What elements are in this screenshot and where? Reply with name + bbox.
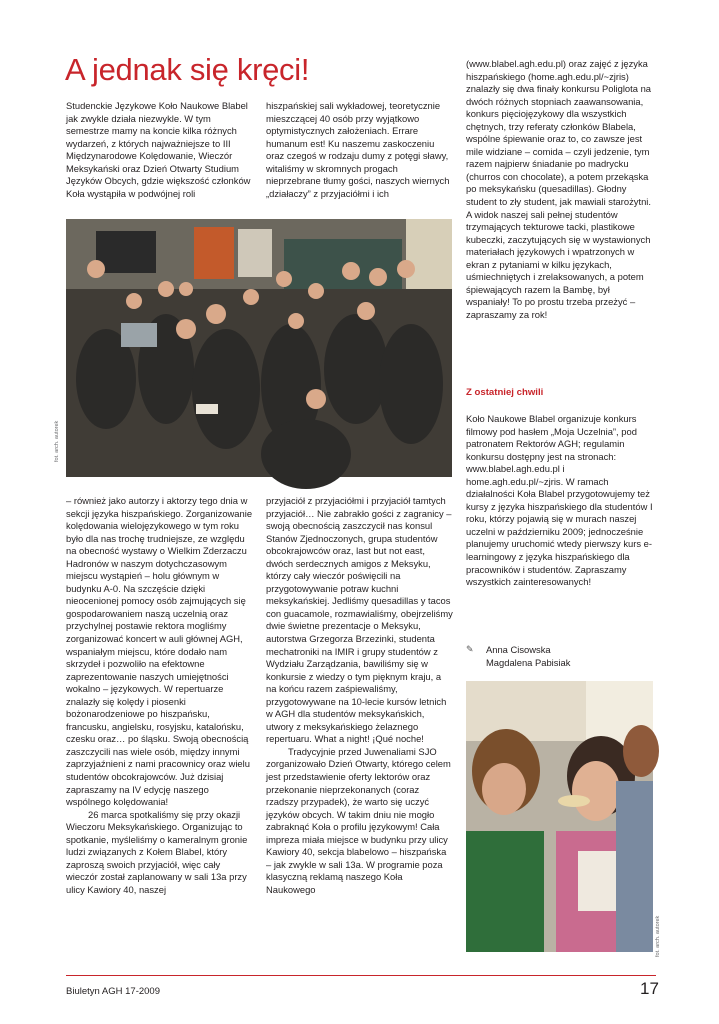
photo-credit: fot. arch. autorek xyxy=(54,420,60,462)
author-block xyxy=(466,643,656,669)
paragraph: (www.blabel.agh.edu.pl) oraz zajęć z języka hiszpańskiego (home.agh.edu.pl/~zjris) znalazły się dwa finały konkursu Poliglota na dwóch różnych stopniach zaawansowania, konkurs pięciojęzykowy dla wszystkich chętnych, trzy referaty członków Blabela, wspólne śpiewanie oraz to, co zawsze jest mile widziane – comida – czyli jedzenie, tym razem najpierw śniadanie po madrycku (churros con chocolate), a potem przekąska po meksykańsku (quesadillas). Głodny student to zły student, jak mawiali starożytni. A widok naszej sali pełnej studentów trzymających tekturowe tacki, plastikowe kubeczki, zaczytujących się w wystawionych materiałach językowych i wpatrzonych w ekran z pytaniami w kilku językach, uśmiechniętych i zrelaksowanych, a potem śpiewających razem la Bambę, był wspaniały! To po prostu trzeba przeżyć – zapraszamy za rok! xyxy=(466,58,651,320)
text-column-5 xyxy=(466,58,656,378)
students-photo-illustration xyxy=(466,681,653,952)
publication-name: Biuletyn AGH 17-2009 xyxy=(66,986,161,997)
pencil-icon: ✎ xyxy=(466,644,474,654)
article-title: A jednak się kręci! xyxy=(65,52,310,87)
footer-rule xyxy=(66,975,656,976)
paragraph: Studenckie Językowe Koło Naukowe Blabel jak zwykle działa niezwykle. W tym semestrze mamy na koncie kilka różnych wydarzeń, z których najważniejsze to III Międzynarodowe Kolędowanie, Wieczór Meksykański oraz Dzień Otwarty Studium Języków Obcych, gdzie większość członków Koła wystąpiła w podwójnej roli xyxy=(66,100,251,199)
paragraph: hiszpańskiej sali wykładowej, teoretycznie mieszczącej 40 osób przy wyjątkowo optymistycznych założeniach. Errare humanum est! Ku naszemu zaskoczeniu oraz czegoś w rodzaju dumy z potęgi sławy, witaliśmy w skromnych progach nieprzebrane tłumy gości, naszych wiernych „działaczy” z przyjaciółmi i ich xyxy=(266,100,450,199)
author-name: Anna Cisowska xyxy=(486,644,551,655)
paragraph: przyjaciół z przyjaciółmi i przyjaciół tamtych przyjaciół… Nie zabrakło gości z zagranicy – swoją obecnością zaszczycił nas konsul Stanów Zjednoczonych, grupa studentów obcokrajowców oraz, last but not east, dwóch serdecznych amigos z Meksyku, którzy cały wieczór poświęcili na przygotowywanie potraw kuchni meksykańskiej. Jedliśmy quesadillas y tacos con guacamole, rozmawialiśmy, obejrzeliśmy dwie świetne prezentacje o Meksyku, autorstwa Grzegorza Brzezinki, studenta mechatroniki na IMIR i grupy studentów z Wydziału Zarządzania, bawiliśmy się w konkursie z wiedzy o tym pięknym kraju, a na końcu razem zaśpiewaliśmy, przygotowywane na 10-lecie kursów letnich w AGH dla studentów meksykańskich, utwory z meksykańskiego żelaznego repertuaru. What a night! ¡Qué noche! xyxy=(266,495,453,745)
classroom-group-photo xyxy=(66,219,452,477)
page-number: 17 xyxy=(640,979,659,998)
paragraph: – również jako autorzy i aktorzy tego dnia w sekcji języka hiszpańskiego. Zorganizowanie kolędowania wielojęzykowego w tym roku było dla nas trochę trudniejsze, ze względu na obecność wystawy o Wielkim Zderzaczu Hadronów w naszym dotychczasowym miejscu wystąpień – holu głównym w budynku A-0. Na szczęście dzięki nieocenionej pomocy osób zajmujących się gospodarowaniem naszą uczelnią oraz przychylnej postawie rektora mogliśmy zorganizować koncert w auli głównej AGH, wspaniałym miejscu, które dodało nam skrzydeł i pozwoliło na efektowne zaprezentowanie naszych umiejętności wokalno – językowych. W repertuarze znalazły się kolędy i piosenki bożonarodzeniowe po hiszpańsku, francusku, angielsku, rosyjsku, katalońsku, czesku oraz… po śląsku. Swoją obecnością zaszczycili nas wiele osób, między innymi zaprzyjaźnieni z nami pracownicy oraz wielu studentów obcokrajowców. Już dzisiaj zapraszamy na IV edycję naszego wspólnego kolędowania! xyxy=(66,495,253,808)
text-column-3 xyxy=(66,495,254,895)
text-column-6 xyxy=(466,413,656,608)
author-name: Magdalena Pabisiak xyxy=(486,657,571,668)
paragraph: 26 marca spotkaliśmy się przy okazji Wieczoru Meksykańskiego. Organizując to spotkanie, myśleliśmy o kameralnym gronie ludzi związanych z Kołem Blabel, który zaproszą swoich przyjaciół, więc cały wieczór został zaplanowany w sali 13a przy ulicy Kawiory 40, naszej xyxy=(66,808,248,895)
photo-credit: fot. arch. autorek xyxy=(655,915,661,957)
text-column-1 xyxy=(66,100,252,218)
text-column-4 xyxy=(266,495,454,960)
classroom-photo-illustration xyxy=(66,219,452,477)
text-column-2 xyxy=(266,100,454,218)
paragraph: Koło Naukowe Blabel organizuje konkurs filmowy pod hasłem „Moja Uczelnia”, pod patronatem Rektorów AGH; regulamin konkursu dostępny jest na stronach: www.blabel.agh.edu.pl i home.agh.edu.pl/~zjris. W ramach działalności Koła Blabel przygotowujemy też kursy z języka hiszpańskiego dla studentów I roku, którzy pojawią się w murach naszej uczelni w październiku 2009; jednocześnie planujemy uruchomić wtedy pierwszy kurs e-learningowy z języka hiszpańskiego dla pracowników i studentów. Zapraszamy wszystkich zainteresowanych! xyxy=(466,413,653,588)
paragraph: Tradycyjnie przed Juwenaliami SJO zorganizowało Dzień Otwarty, którego celem jest przedstawienie oferty lektorów oraz przekonanie nieprzekonanych (coraz rzadszy przypadek), że warto się uczyć języków obcych. W takim dniu nie mogło zabraknąć Koła o profilu językowym! Cała impreza miała miejsce w budynku przy ulicy Kawiory 40, sekcja blabelowo – hiszpańska – jak zwykle w sali 13a. W programie poza klasyczną reklamą naszego Koła Naukowego xyxy=(266,745,451,895)
section-subheading: Z ostatniej chwili xyxy=(466,387,544,398)
students-eating-photo xyxy=(466,681,653,952)
